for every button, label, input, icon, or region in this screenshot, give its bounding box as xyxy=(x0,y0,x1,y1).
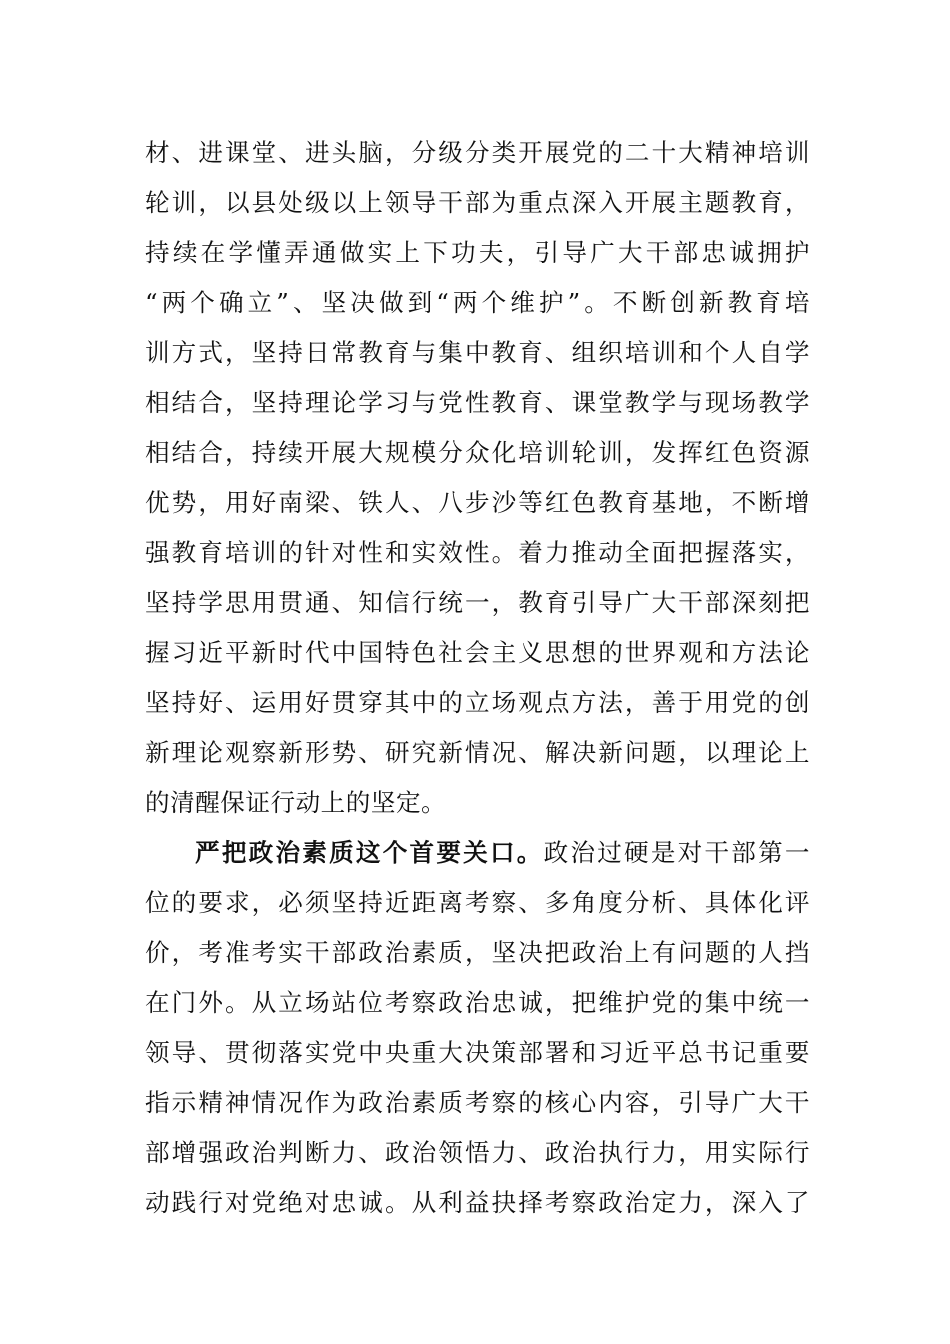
text-line: 握习近平新时代中国特色社会主义思想的世界观和方法论 xyxy=(145,638,810,667)
text-line: 在门外。从立场站位考察政治忠诚，把维护党的集中统一 xyxy=(145,988,810,1017)
paragraph-heading: 严把政治素质这个首要关口。 xyxy=(195,838,544,867)
paragraph-2-first-line xyxy=(145,828,810,878)
text-line: 部增强政治判断力、政治领悟力、政治执行力，用实际行 xyxy=(145,1138,810,1167)
text-line: 位的要求，必须坚持近距离考察、多角度分析、具体化评 xyxy=(145,888,810,917)
text-line: 优势，用好南梁、铁人、八步沙等红色教育基地，不断增 xyxy=(145,488,810,517)
text-line: “两个确立”、坚决做到“两个维护”。不断创新教育培 xyxy=(145,288,810,317)
text-line: 坚持学思用贯通、知信行统一，教育引导广大干部深刻把 xyxy=(145,588,810,617)
text-line: 价，考准考实干部政治素质，坚决把政治上有问题的人挡 xyxy=(145,938,810,967)
text-line: 材、进课堂、进头脑，分级分类开展党的二十大精神培训 xyxy=(145,138,810,167)
paragraph-2-first-text: 政治过硬是对干部第一 xyxy=(543,838,810,867)
text-line: 相结合，持续开展大规模分众化培训轮训，发挥红色资源 xyxy=(145,438,810,467)
paragraph-2 xyxy=(145,828,810,1228)
text-line: 轮训，以县处级以上领导干部为重点深入开展主题教育， xyxy=(145,188,810,217)
text-line: 新理论观察新形势、研究新情况、解决新问题，以理论上 xyxy=(145,738,810,767)
text-line: 的清醒保证行动上的坚定。 xyxy=(145,788,447,817)
text-line: 领导、贯彻落实党中央重大决策部署和习近平总书记重要 xyxy=(145,1038,810,1067)
text-line: 坚持好、运用好贯穿其中的立场观点方法，善于用党的创 xyxy=(145,688,810,717)
paragraph-1 xyxy=(145,128,810,828)
text-line: 指示精神情况作为政治素质考察的核心内容，引导广大干 xyxy=(145,1088,810,1117)
document-body xyxy=(145,128,810,1228)
text-line: 持续在学懂弄通做实上下功夫，引导广大干部忠诚拥护 xyxy=(145,238,810,267)
text-line: 动践行对党绝对忠诚。从利益抉择考察政治定力，深入了 xyxy=(145,1188,810,1217)
text-line: 强教育培训的针对性和实效性。着力推动全面把握落实， xyxy=(145,538,810,567)
text-line: 相结合，坚持理论学习与党性教育、课堂教学与现场教学 xyxy=(145,388,810,417)
text-line: 训方式，坚持日常教育与集中教育、组织培训和个人自学 xyxy=(145,338,810,367)
